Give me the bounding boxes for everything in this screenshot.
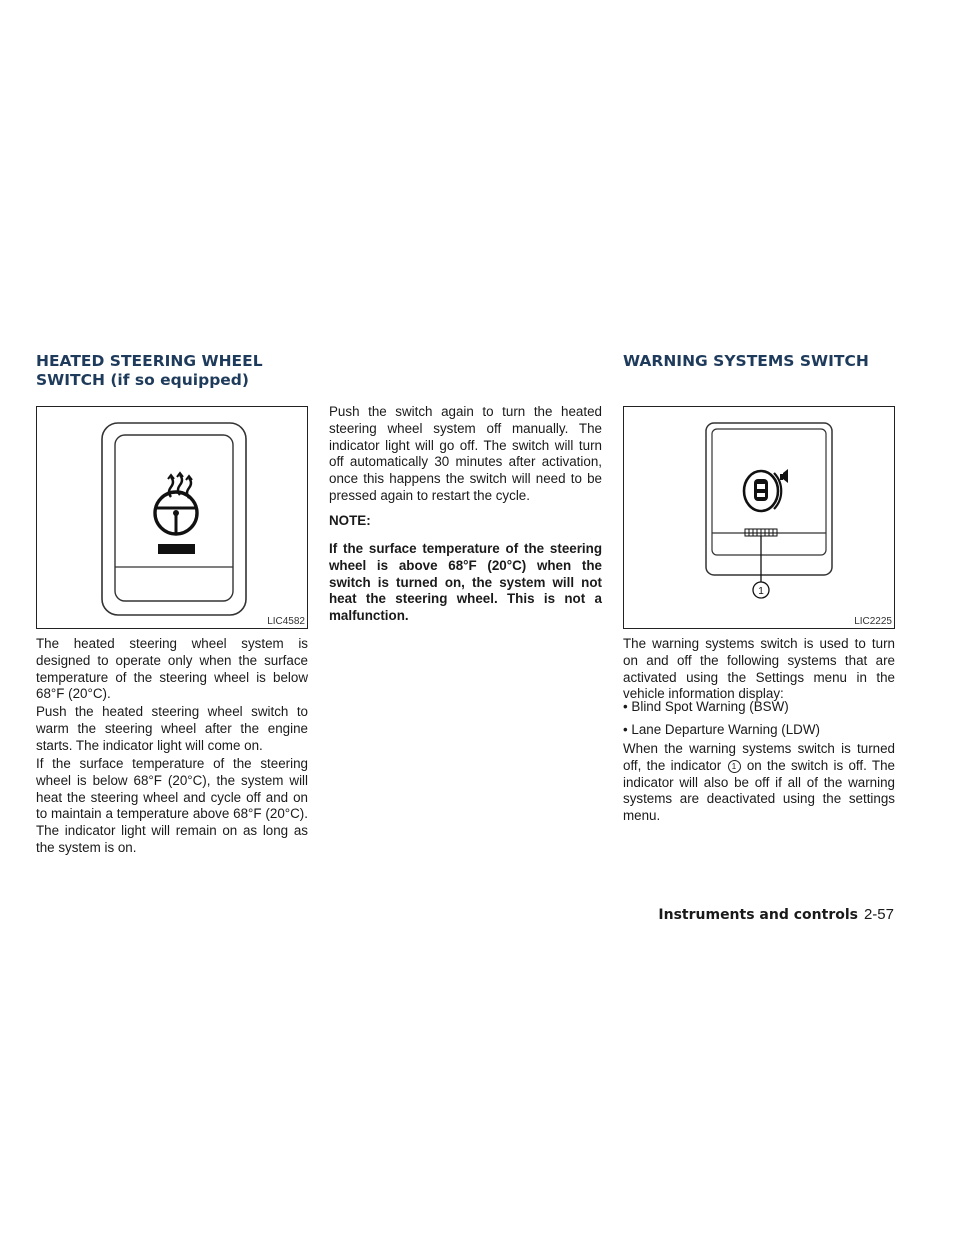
left-paragraph-2: Push the heated steering wheel switch to warm the steering wheel after the engine starts. The indicator light will come on. [36, 704, 308, 753]
page-number: 2-57 [863, 906, 894, 923]
warning-systems-switch-illustration [624, 407, 896, 630]
callout-reference: 1 [728, 760, 741, 773]
indicator-light [158, 544, 195, 554]
warning-systems-list [623, 699, 895, 745]
list-item: • Blind Spot Warning (BSW) [623, 699, 789, 714]
off-text-after: on the switch is off. The indicator will also be off if all of the warning systems are deactivated using the settings menu. [623, 757, 895, 824]
figure-code: LIC2225 [854, 616, 892, 627]
callout-number: 1 [758, 586, 764, 597]
list-item: • Lane Departure Warning (LDW) [623, 721, 820, 737]
footer-section-title: Instruments and controls [658, 907, 858, 923]
heated-steering-switch-figure [36, 406, 308, 629]
steering-wheel-icon [155, 492, 197, 534]
warning-systems-icon [744, 469, 788, 511]
heated-steering-switch-illustration [37, 407, 309, 630]
warning-systems-heading: WARNING SYSTEMS SWITCH [623, 352, 869, 370]
middle-paragraph: Push the switch again to turn the heated steering wheel system off manually. The indicator light will go off. The switch will turn off automatically 30 minutes after activation, once this happens the switch will need to be pressed again to restart the cycle. [329, 404, 602, 503]
left-paragraph-1: The heated steering wheel system is designed to operate only when the surface temperature of the steering wheel is below 68°F (20°C). [36, 636, 308, 702]
right-off-paragraph [623, 741, 895, 825]
note-label: NOTE: [329, 513, 371, 528]
heated-steering-heading: HEATED STEERING WHEEL SWITCH (if so equipped) [36, 352, 263, 389]
right-intro: The warning systems switch is used to turn on and off the following systems that are activated using the Settings menu in the vehicle information display: [623, 636, 895, 702]
off-text-before: When the warning systems switch is turned off, the indicator [623, 741, 895, 773]
figure-code: LIC4582 [267, 616, 305, 627]
note-text: If the surface temperature of the steering wheel is above 68°F (20°C) when the switch is turned on, the system will not heat the steering wheel. This is not a malfunction. [329, 541, 602, 624]
left-paragraph-3: If the surface temperature of the steering wheel is below 68°F (20°C), the system will heat the steering wheel and cycle off and on to maintain a temperature above 68°F (20°C). The indicator light will remain on as long as the system is on. [36, 756, 308, 855]
warning-systems-switch-figure [623, 406, 895, 629]
page-footer [658, 906, 894, 923]
